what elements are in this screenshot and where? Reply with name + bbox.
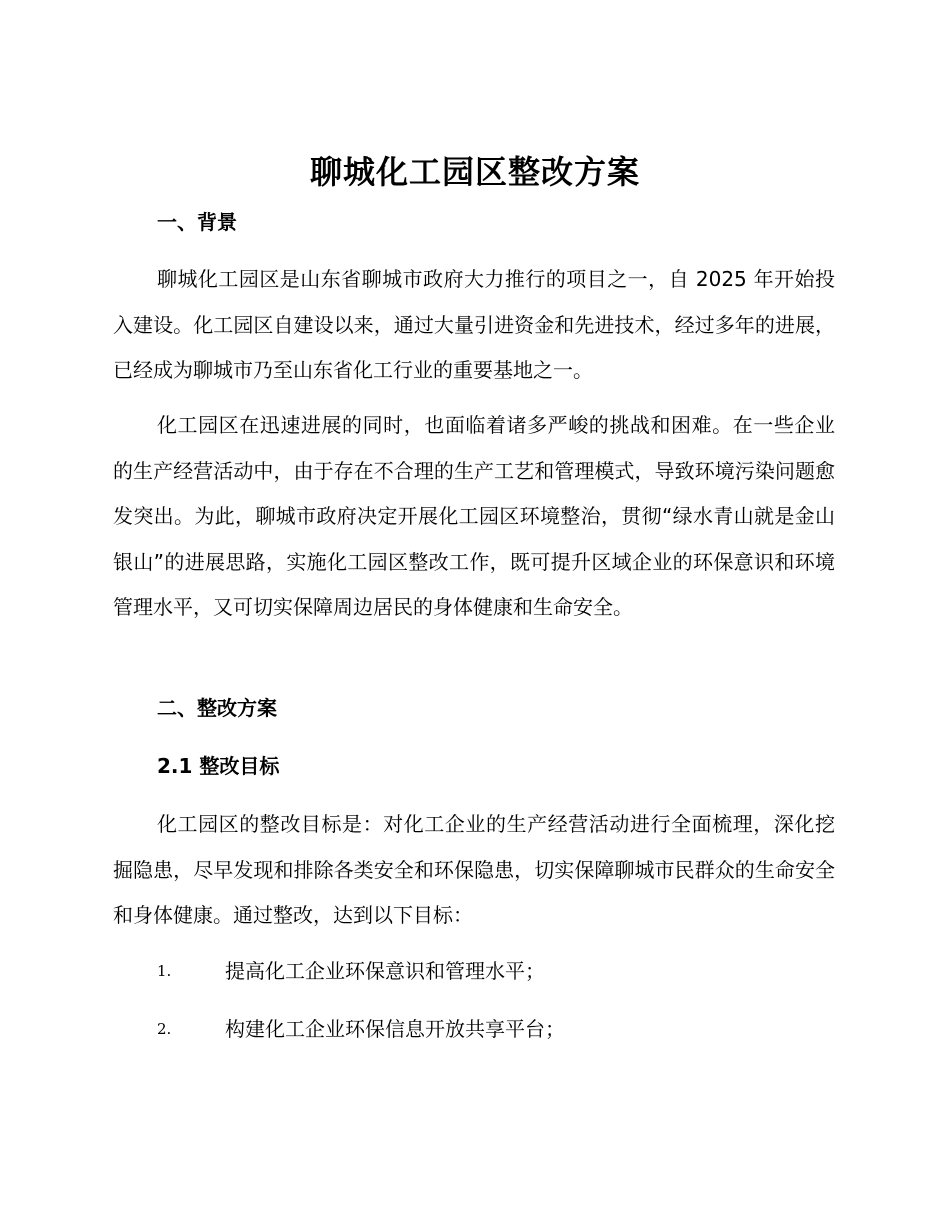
- list-item: [157, 956, 837, 986]
- list-item-number: 2.: [157, 1020, 172, 1038]
- list-item-number: 1.: [157, 962, 172, 980]
- list-item-text: 构建化工企业环保信息开放共享平台；: [225, 1017, 565, 1041]
- paragraph-background-1: 聊城化工园区是山东省聊城市政府大力推行的项目之一，自 2025 年开始投入建设。化工园区自建设以来，通过大量引进资金和先进技术，经过多年的进展，已经成为聊城市乃至山东省化工行业的重要基地之一。: [113, 267, 835, 382]
- list-item: [157, 1014, 837, 1044]
- section-heading-plan: 二、整改方案: [157, 696, 277, 720]
- section-heading-background: 一、背景: [157, 210, 237, 234]
- subsection-heading-goals: 2.1 整改目标: [157, 754, 280, 778]
- document-title: 聊城化工园区整改方案: [309, 153, 640, 191]
- paragraph-background-2: 化工园区在迅速进展的同时，也面临着诸多严峻的挑战和困难。在一些企业的生产经营活动中，由于存在不合理的生产工艺和管理模式，导致环境污染问题愈发突出。为此，聊城市政府决定开展化工园区环境整治，贯彻“绿水青山就是金山银山”的进展思路，实施化工园区整改工作，既可提升区域企业的环保意识和环境管理水平，又可切实保障周边居民的身体健康和生命安全。: [113, 413, 835, 619]
- list-item-text: 提高化工企业环保意识和管理水平；: [225, 959, 545, 983]
- paragraph-goals: 化工园区的整改目标是：对化工企业的生产经营活动进行全面梳理，深化挖掘隐患，尽早发现和排除各类安全和环保隐患，切实保障聊城市民群众的生命安全和身体健康。通过整改，达到以下目标：: [113, 812, 835, 927]
